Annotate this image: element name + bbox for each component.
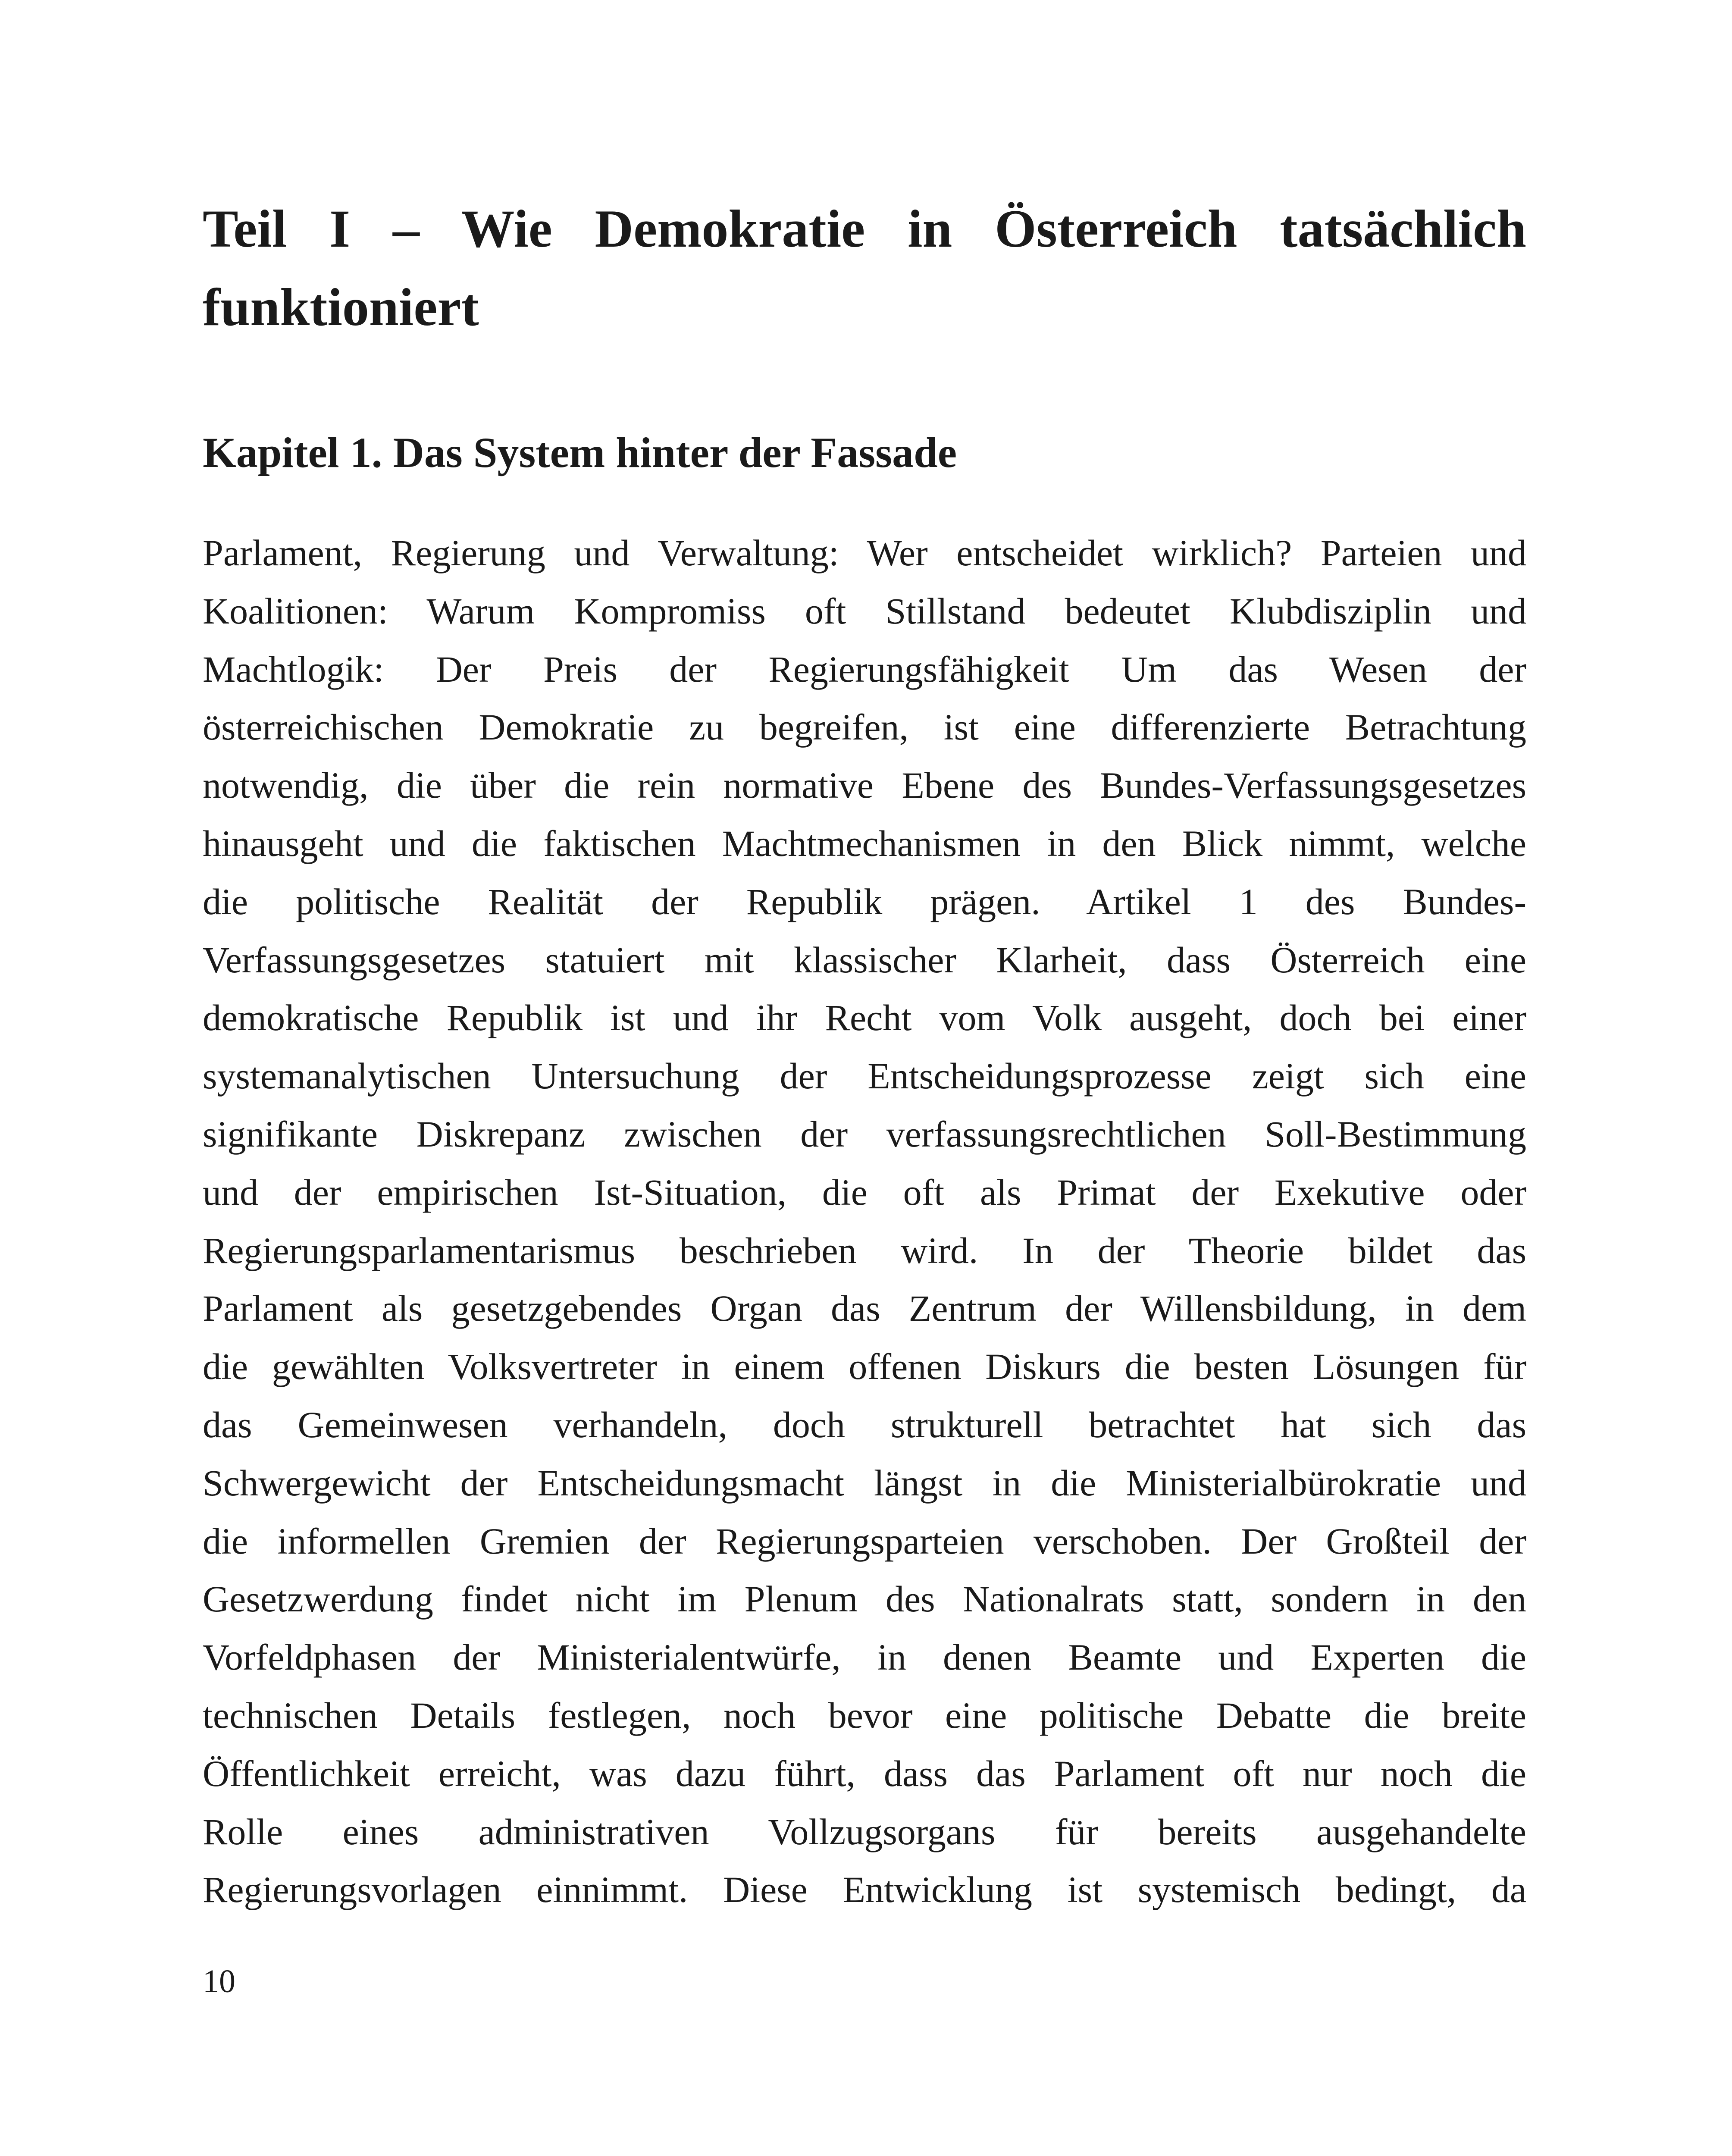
body-line: Schwergewicht der Entscheidungsmacht längst in die Ministerialbürokratie und [203,1462,1527,1504]
body-paragraph [203,524,1526,1919]
body-line: die gewählten Volksvertreter in einem offenen Diskurs die besten Lösungen für [203,1346,1527,1388]
body-line: Parlament als gesetzgebendes Organ das Zentrum der Willensbildung, in dem [203,1288,1527,1329]
body-line: Verfassungsgesetzes statuiert mit klassischer Klarheit, dass Österreich eine [203,939,1527,981]
body-line: Öffentlichkeit erreicht, was dazu führt, dass das Parlament oft nur noch die [203,1752,1527,1794]
chapter-title: Kapitel 1. Das System hinter der Fassade [203,429,957,476]
body-line: technischen Details festlegen, noch bevor eine politische Debatte die breite [203,1694,1526,1736]
body-line: Rolle eines administrativen Vollzugsorgans für bereits ausgehandelte [203,1811,1527,1852]
body-line: Gesetzwerdung findet nicht im Plenum des Nationalrats statt, sondern in den [203,1578,1526,1620]
body-line: demokratische Republik ist und ihr Recht vom Volk ausgeht, doch bei einer [203,997,1527,1039]
body-line: systemanalytischen Untersuchung der Entscheidungsprozesse zeigt sich eine [203,1055,1527,1097]
body-line: Koalitionen: Warum Kompromiss oft Stillstand bedeutet Klubdisziplin und [203,590,1527,632]
body-line: und der empirischen Ist-Situation, die oft als Primat der Exekutive oder [203,1171,1527,1213]
body-line: österreichischen Demokratie zu begreifen, ist eine differenzierte Betrachtung [203,706,1527,748]
body-line: hinausgeht und die faktischen Machtmechanismen in den Blick nimmt, welche [203,822,1527,864]
body-line: Regierungsvorlagen einnimmt. Diese Entwicklung ist systemisch bedingt, da [203,1869,1527,1911]
body-line: Regierungsparlamentarismus beschrieben wird. In der Theorie bildet das [203,1229,1527,1271]
body-line: die politische Realität der Republik prägen. Artikel 1 des Bundes- [203,881,1527,922]
part-title: Teil I – Wie Demokratie in Österreich tatsächlich funktioniert [203,199,1526,337]
body-line: signifikante Diskrepanz zwischen der verfassungsrechtlichen Soll-Bestimmung [203,1113,1527,1155]
body-line: die informellen Gremien der Regierungsparteien verschoben. Der Großteil der [203,1520,1527,1562]
body-line: Vorfeldphasen der Ministerialentwürfe, in denen Beamte und Experten die [203,1636,1527,1678]
page-number: 10 [203,1963,235,1999]
body-line: das Gemeinwesen verhandeln, doch strukturell betrachtet hat sich das [203,1404,1527,1445]
body-line: Parlament, Regierung und Verwaltung: Wer entscheidet wirklich? Parteien und [203,532,1527,573]
body-line: Machtlogik: Der Preis der Regierungsfähigkeit Um das Wesen der [203,648,1526,690]
body-line: notwendig, die über die rein normative Ebene des Bundes-Verfassungsgesetzes [203,765,1527,806]
